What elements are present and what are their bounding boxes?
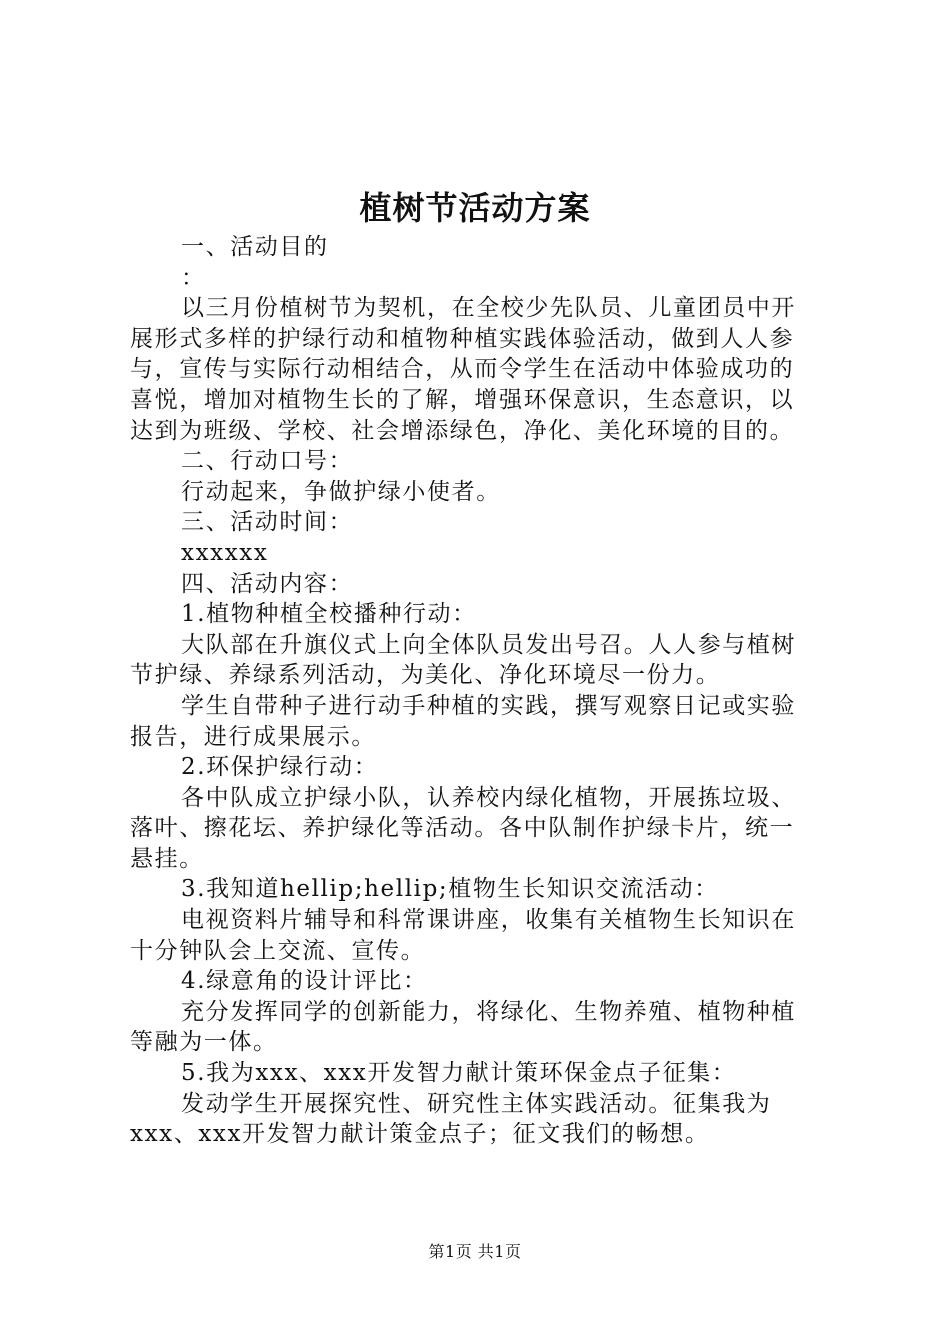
text-line: 与，宣传与实际行动相结合，从而令学生在活动中体验成功的 bbox=[130, 356, 795, 383]
section-heading-purpose: 一、活动目的 bbox=[181, 234, 329, 260]
section-heading-slogan: 二、行动口号： bbox=[181, 448, 354, 475]
text-line: 学生自带种子进行动手种植的实践，撰写观察日记或实验 bbox=[181, 692, 796, 719]
subheading-4: 4.绿意角的设计评比： bbox=[181, 968, 428, 995]
subheading-2: 2.环保护绿行动： bbox=[181, 754, 379, 781]
text-line: 以三月份植树节为契机，在全校少先队员、儿童团员中开 bbox=[181, 295, 796, 322]
text-line: 落叶、擦花坛、养护绿化等活动。各中队制作护绿卡片，统一 bbox=[130, 815, 795, 842]
subheading-1: 1.植物种植全校播种行动： bbox=[181, 601, 477, 628]
subheading-3: 3.我知道hellip;hellip;植物生长知识交流活动： bbox=[181, 876, 719, 903]
subheading-5: 5.我为xxx、xxx开发智力献计策环保金点子征集： bbox=[181, 1060, 737, 1087]
text-line: 电视资料片辅导和科常课讲座，收集有关植物生长知识在 bbox=[181, 907, 796, 934]
section-heading-time: 三、活动时间： bbox=[181, 509, 354, 536]
text-line: ： bbox=[181, 264, 206, 291]
page-footer: 第1页 共1页 bbox=[428, 1242, 522, 1261]
text-line: xxx、xxx开发智力献计策金点子；征文我们的畅想。 bbox=[130, 1121, 710, 1148]
text-line: 大队部在升旗仪式上向全体队员发出号召。人人参与植树 bbox=[181, 631, 796, 658]
document-title: 植树节活动方案 bbox=[359, 189, 591, 227]
text-line: 各中队成立护绿小队，认养校内绿化植物，开展拣垃圾、 bbox=[181, 784, 796, 811]
text-line: 报告，进行成果展示。 bbox=[130, 723, 376, 750]
text-line: 等融为一体。 bbox=[130, 1029, 278, 1056]
text-line: 充分发挥同学的创新能力，将绿化、生物养殖、植物种植 bbox=[181, 998, 796, 1025]
text-line: 悬挂。 bbox=[130, 845, 204, 872]
document-body bbox=[130, 232, 830, 1150]
text-line: 节护绿、养绿系列活动，为美化、净化环境尽一份力。 bbox=[130, 662, 721, 689]
text-line: 行动起来，争做护绿小使者。 bbox=[181, 478, 501, 505]
text-line: 展形式多样的护绿行动和植物种植实践体验活动，做到人人参 bbox=[130, 325, 795, 352]
text-line: 达到为班级、学校、社会增添绿色，净化、美化环境的目的。 bbox=[130, 417, 795, 444]
text-line: 喜悦，增加对植物生长的了解，增强环保意识，生态意识，以 bbox=[130, 386, 795, 413]
section-heading-content: 四、活动内容： bbox=[181, 570, 354, 597]
text-line: 发动学生开展探究性、研究性主体实践活动。征集我为 bbox=[181, 1090, 772, 1117]
text-line: xxxxxx bbox=[181, 539, 269, 566]
text-line: 十分钟队会上交流、宣传。 bbox=[130, 937, 426, 964]
